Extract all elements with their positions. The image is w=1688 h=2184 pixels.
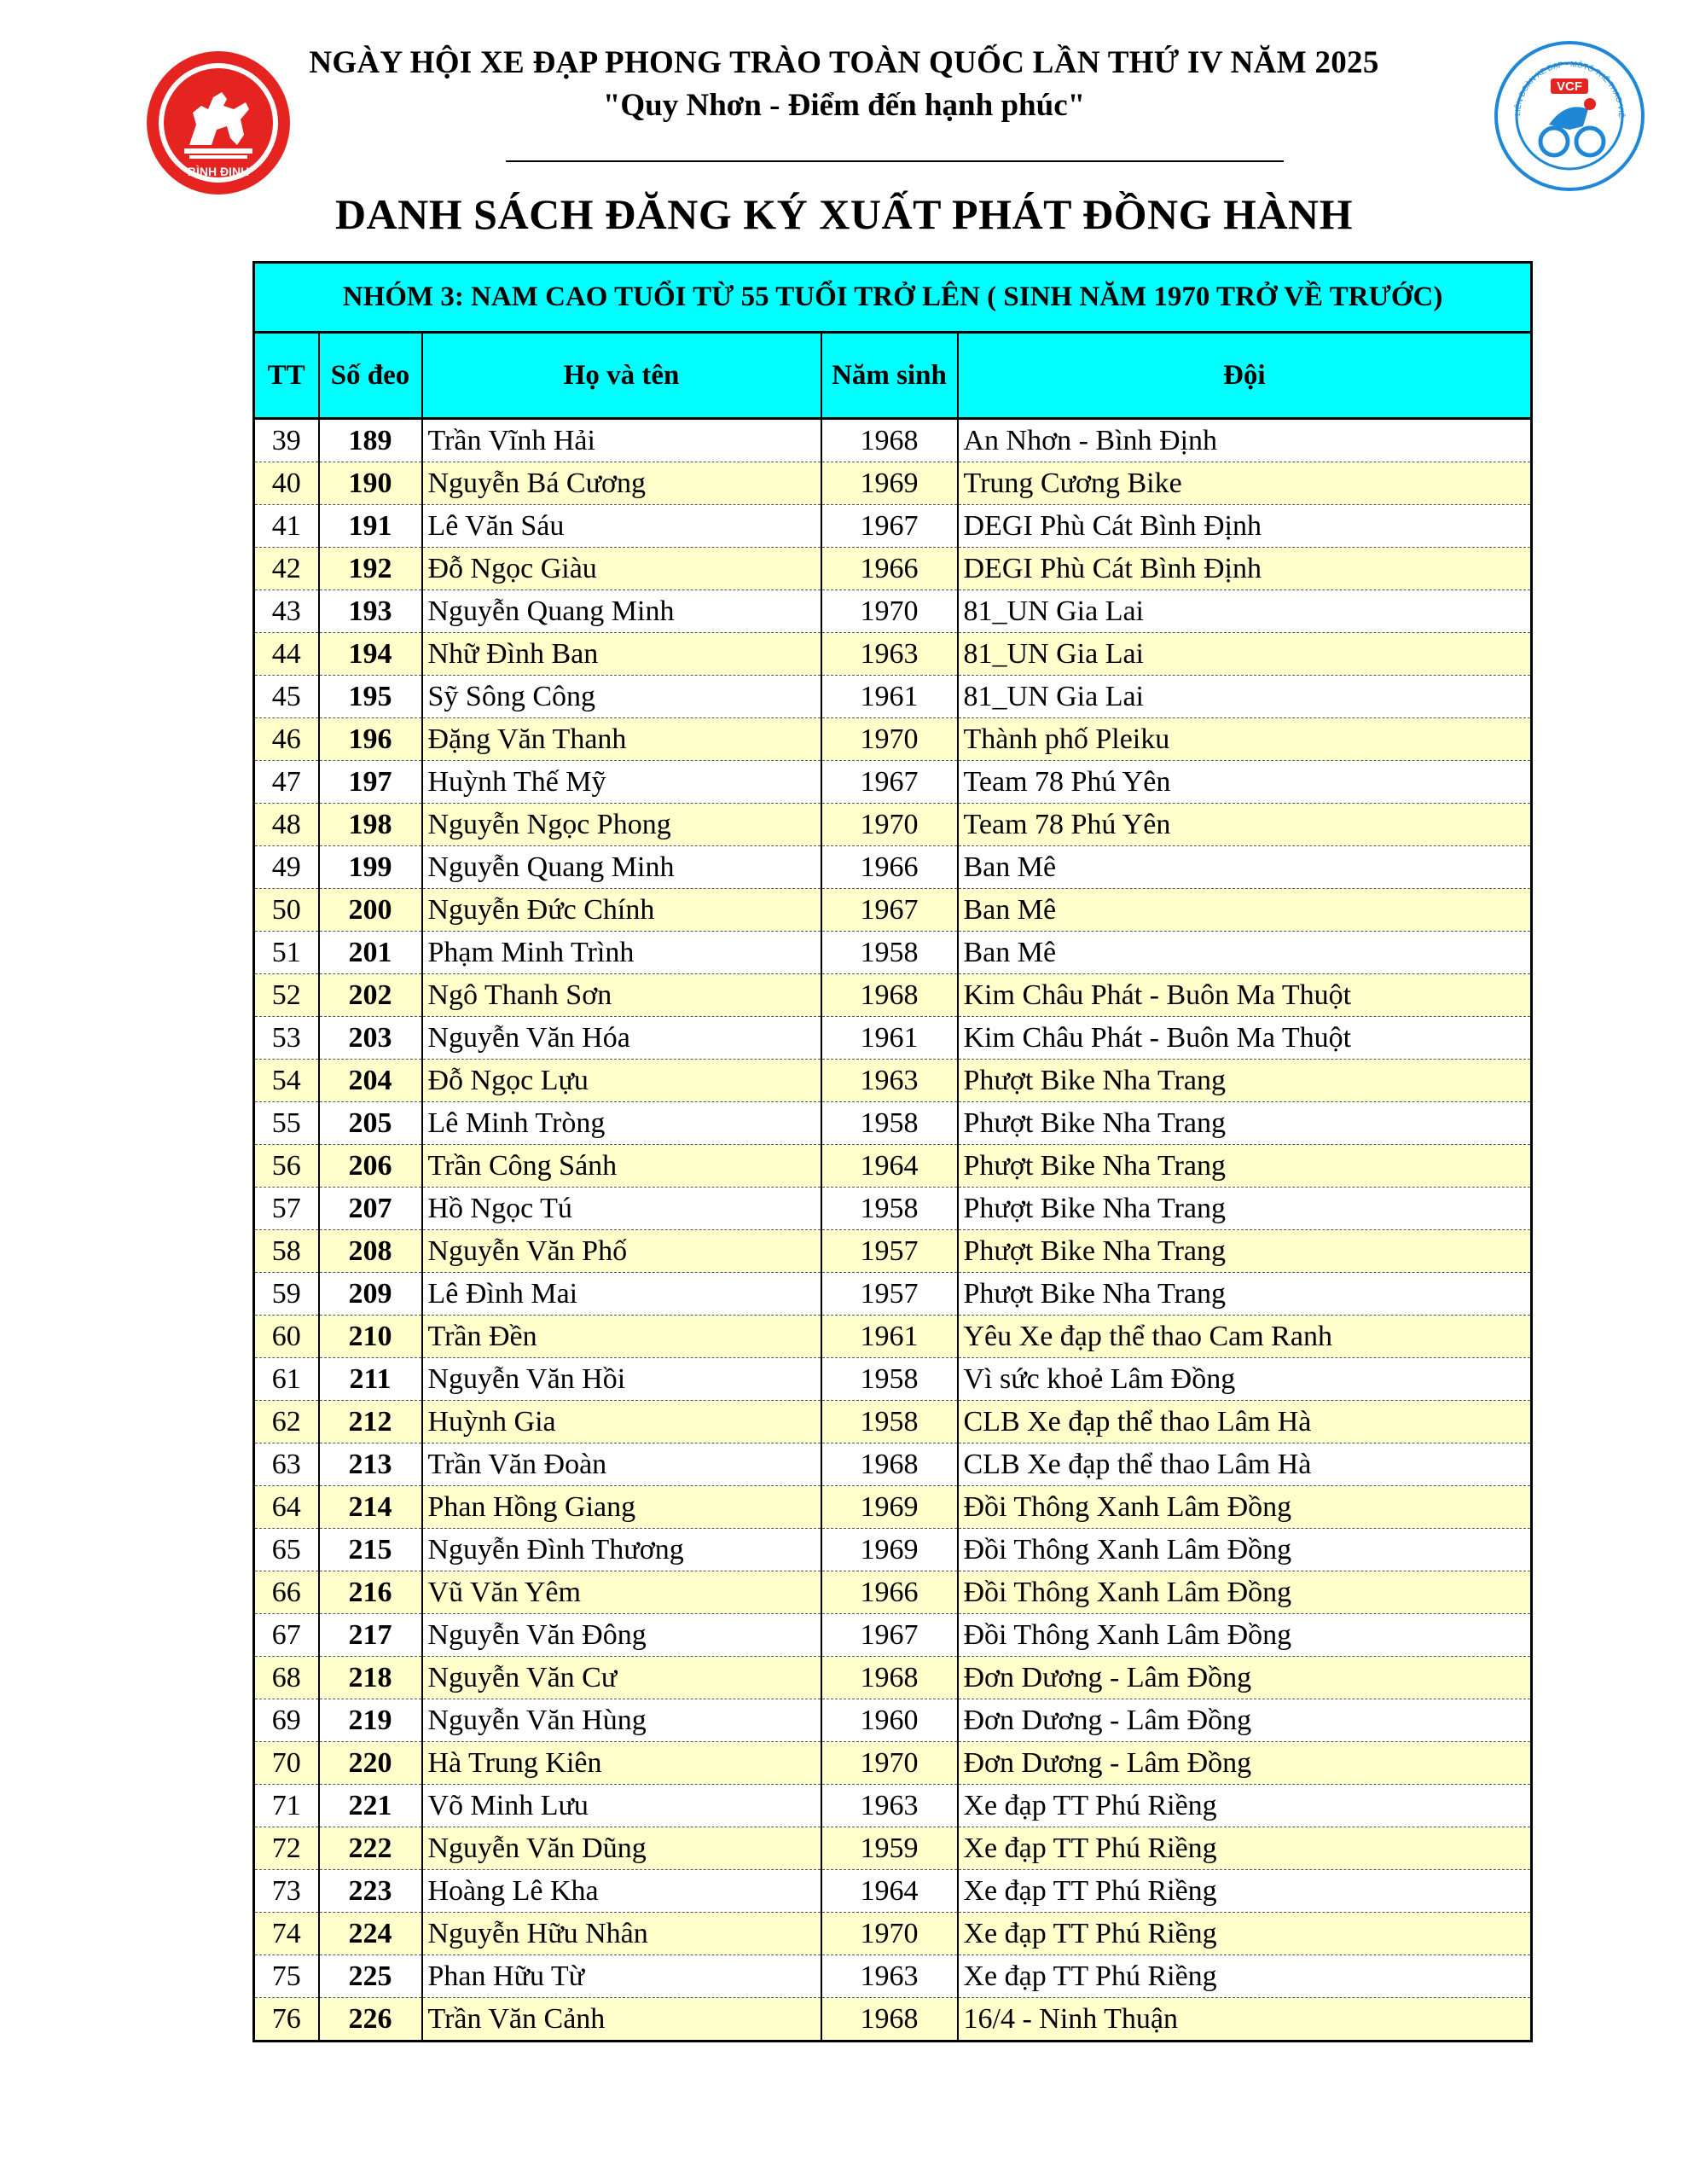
row-index: 52 bbox=[254, 974, 319, 1017]
table-row bbox=[254, 761, 1532, 804]
bib-number: 205 bbox=[319, 1102, 422, 1145]
table-row bbox=[254, 1699, 1532, 1742]
table-row bbox=[254, 1358, 1532, 1401]
birth-year: 1967 bbox=[821, 761, 958, 804]
birth-year: 1967 bbox=[821, 1614, 958, 1657]
team-name: Đơn Dương - Lâm Đồng bbox=[958, 1742, 1532, 1785]
table-row bbox=[254, 1401, 1532, 1443]
athlete-name: Trần Công Sánh bbox=[422, 1145, 821, 1188]
birth-year: 1963 bbox=[821, 1060, 958, 1102]
birth-year: 1961 bbox=[821, 676, 958, 718]
team-name: DEGI Phù Cát Bình Định bbox=[958, 505, 1532, 548]
bib-number: 191 bbox=[319, 505, 422, 548]
bib-number: 193 bbox=[319, 590, 422, 633]
birth-year: 1958 bbox=[821, 1401, 958, 1443]
bib-number: 222 bbox=[319, 1827, 422, 1870]
athlete-name: Huỳnh Thế Mỹ bbox=[422, 761, 821, 804]
row-index: 53 bbox=[254, 1017, 319, 1060]
table-row bbox=[254, 1870, 1532, 1913]
table-row bbox=[254, 1102, 1532, 1145]
table-row bbox=[254, 1955, 1532, 1998]
team-name: 81_UN Gia Lai bbox=[958, 676, 1532, 718]
table-row bbox=[254, 1273, 1532, 1316]
row-index: 67 bbox=[254, 1614, 319, 1657]
athlete-name: Trần Đền bbox=[422, 1316, 821, 1358]
group-title: NHÓM 3: NAM CAO TUỔI TỪ 55 TUỔI TRỞ LÊN ( SINH NĂM 1970 TRỞ VỀ TRƯỚC) bbox=[254, 263, 1532, 333]
team-name: Phượt Bike Nha Trang bbox=[958, 1230, 1532, 1273]
athlete-name: Hà Trung Kiên bbox=[422, 1742, 821, 1785]
table-row bbox=[254, 1785, 1532, 1827]
birth-year: 1960 bbox=[821, 1699, 958, 1742]
team-name: Đồi Thông Xanh Lâm Đồng bbox=[958, 1614, 1532, 1657]
team-name: Ban Mê bbox=[958, 889, 1532, 932]
team-name: 81_UN Gia Lai bbox=[958, 633, 1532, 676]
row-index: 50 bbox=[254, 889, 319, 932]
table-row bbox=[254, 1742, 1532, 1785]
team-name: Phượt Bike Nha Trang bbox=[958, 1102, 1532, 1145]
row-index: 48 bbox=[254, 804, 319, 846]
bib-number: 226 bbox=[319, 1998, 422, 2042]
birth-year: 1966 bbox=[821, 548, 958, 590]
row-index: 75 bbox=[254, 1955, 319, 1998]
birth-year: 1969 bbox=[821, 1486, 958, 1529]
table-row bbox=[254, 1614, 1532, 1657]
team-name: Phượt Bike Nha Trang bbox=[958, 1273, 1532, 1316]
vcf-ring-text: LIÊN ĐOÀN XE ĐẠP - MÔTÔ THỂ THAO VIỆ bbox=[1512, 59, 1627, 119]
binh-dinh-logo-text: BÌNH ĐỊNH bbox=[187, 165, 250, 178]
bib-number: 219 bbox=[319, 1699, 422, 1742]
athlete-name: Nguyễn Văn Cư bbox=[422, 1657, 821, 1699]
col-header-birth-year: Năm sinh bbox=[821, 333, 958, 419]
row-index: 71 bbox=[254, 1785, 319, 1827]
athlete-name: Nguyễn Quang Minh bbox=[422, 846, 821, 889]
team-name: Xe đạp TT Phú Riềng bbox=[958, 1913, 1532, 1955]
table-row bbox=[254, 1443, 1532, 1486]
row-index: 65 bbox=[254, 1529, 319, 1571]
athlete-name: Nguyễn Ngọc Phong bbox=[422, 804, 821, 846]
table-row bbox=[254, 1486, 1532, 1529]
birth-year: 1959 bbox=[821, 1827, 958, 1870]
table-row bbox=[254, 419, 1532, 462]
table-row bbox=[254, 1827, 1532, 1870]
team-name: Đơn Dương - Lâm Đồng bbox=[958, 1657, 1532, 1699]
row-index: 51 bbox=[254, 932, 319, 974]
team-name: Phượt Bike Nha Trang bbox=[958, 1145, 1532, 1188]
team-name: Phượt Bike Nha Trang bbox=[958, 1060, 1532, 1102]
birth-year: 1963 bbox=[821, 1955, 958, 1998]
birth-year: 1961 bbox=[821, 1017, 958, 1060]
athlete-name: Nguyễn Văn Dũng bbox=[422, 1827, 821, 1870]
bib-number: 197 bbox=[319, 761, 422, 804]
team-name: Ban Mê bbox=[958, 846, 1532, 889]
team-name: Đơn Dương - Lâm Đồng bbox=[958, 1699, 1532, 1742]
athlete-name: Sỹ Sông Công bbox=[422, 676, 821, 718]
athlete-name: Huỳnh Gia bbox=[422, 1401, 821, 1443]
row-index: 42 bbox=[254, 548, 319, 590]
athlete-name: Nguyễn Hữu Nhân bbox=[422, 1913, 821, 1955]
athlete-name: Nguyễn Bá Cương bbox=[422, 462, 821, 505]
table-row bbox=[254, 590, 1532, 633]
table-row bbox=[254, 1017, 1532, 1060]
athlete-name: Lê Đình Mai bbox=[422, 1273, 821, 1316]
athlete-name: Nhữ Đình Ban bbox=[422, 633, 821, 676]
bib-number: 208 bbox=[319, 1230, 422, 1273]
athlete-name: Đỗ Ngọc Lựu bbox=[422, 1060, 821, 1102]
team-name: Xe đạp TT Phú Riềng bbox=[958, 1870, 1532, 1913]
bib-number: 206 bbox=[319, 1145, 422, 1188]
col-header-team: Đội bbox=[958, 333, 1532, 419]
row-index: 41 bbox=[254, 505, 319, 548]
athlete-name: Nguyễn Văn Hùng bbox=[422, 1699, 821, 1742]
bib-number: 207 bbox=[319, 1188, 422, 1230]
table-row bbox=[254, 548, 1532, 590]
table-row bbox=[254, 505, 1532, 548]
athlete-name: Đặng Văn Thanh bbox=[422, 718, 821, 761]
birth-year: 1958 bbox=[821, 1188, 958, 1230]
birth-year: 1970 bbox=[821, 718, 958, 761]
birth-year: 1964 bbox=[821, 1870, 958, 1913]
page-title: DANH SÁCH ĐĂNG KÝ XUẤT PHÁT ĐỒNG HÀNH bbox=[334, 190, 1354, 238]
row-index: 57 bbox=[254, 1188, 319, 1230]
row-index: 47 bbox=[254, 761, 319, 804]
header-divider bbox=[506, 160, 1284, 162]
bib-number: 210 bbox=[319, 1316, 422, 1358]
row-index: 69 bbox=[254, 1699, 319, 1742]
team-name: CLB Xe đạp thể thao Lâm Hà bbox=[958, 1401, 1532, 1443]
table-row bbox=[254, 932, 1532, 974]
row-index: 54 bbox=[254, 1060, 319, 1102]
table-row bbox=[254, 462, 1532, 505]
row-index: 72 bbox=[254, 1827, 319, 1870]
birth-year: 1966 bbox=[821, 846, 958, 889]
table-row bbox=[254, 1230, 1532, 1273]
bib-number: 195 bbox=[319, 676, 422, 718]
athlete-name: Ngô Thanh Sơn bbox=[422, 974, 821, 1017]
registration-table bbox=[252, 261, 1533, 2042]
table-row bbox=[254, 676, 1532, 718]
team-name: Đồi Thông Xanh Lâm Đồng bbox=[958, 1529, 1532, 1571]
athlete-name: Lê Văn Sáu bbox=[422, 505, 821, 548]
team-name: Ban Mê bbox=[958, 932, 1532, 974]
row-index: 39 bbox=[254, 419, 319, 462]
bib-number: 212 bbox=[319, 1401, 422, 1443]
event-title: NGÀY HỘI XE ĐẠP PHONG TRÀO TOÀN QUỐC LẦN THỨ IV NĂM 2025 bbox=[309, 45, 1379, 80]
table-row bbox=[254, 846, 1532, 889]
row-index: 64 bbox=[254, 1486, 319, 1529]
row-index: 68 bbox=[254, 1657, 319, 1699]
table-row bbox=[254, 804, 1532, 846]
birth-year: 1967 bbox=[821, 889, 958, 932]
bib-number: 215 bbox=[319, 1529, 422, 1571]
birth-year: 1969 bbox=[821, 1529, 958, 1571]
team-name: Trung Cương Bike bbox=[958, 462, 1532, 505]
row-index: 56 bbox=[254, 1145, 319, 1188]
row-index: 45 bbox=[254, 676, 319, 718]
birth-year: 1963 bbox=[821, 1785, 958, 1827]
athlete-name: Nguyễn Văn Hồi bbox=[422, 1358, 821, 1401]
birth-year: 1966 bbox=[821, 1571, 958, 1614]
row-index: 59 bbox=[254, 1273, 319, 1316]
team-name: Kim Châu Phát - Buôn Ma Thuột bbox=[958, 1017, 1532, 1060]
birth-year: 1970 bbox=[821, 1742, 958, 1785]
bib-number: 223 bbox=[319, 1870, 422, 1913]
athlete-name: Đỗ Ngọc Giàu bbox=[422, 548, 821, 590]
bib-number: 225 bbox=[319, 1955, 422, 1998]
bib-number: 201 bbox=[319, 932, 422, 974]
row-index: 62 bbox=[254, 1401, 319, 1443]
row-index: 73 bbox=[254, 1870, 319, 1913]
athlete-name: Trần Vĩnh Hải bbox=[422, 419, 821, 462]
bib-number: 218 bbox=[319, 1657, 422, 1699]
bib-number: 209 bbox=[319, 1273, 422, 1316]
athlete-name: Nguyễn Đức Chính bbox=[422, 889, 821, 932]
birth-year: 1970 bbox=[821, 1913, 958, 1955]
table-row bbox=[254, 1316, 1532, 1358]
athlete-name: Phan Hữu Từ bbox=[422, 1955, 821, 1998]
birth-year: 1963 bbox=[821, 633, 958, 676]
birth-year: 1961 bbox=[821, 1316, 958, 1358]
row-index: 43 bbox=[254, 590, 319, 633]
row-index: 49 bbox=[254, 846, 319, 889]
bib-number: 202 bbox=[319, 974, 422, 1017]
birth-year: 1958 bbox=[821, 932, 958, 974]
athlete-name: Trần Văn Đoàn bbox=[422, 1443, 821, 1486]
table-row bbox=[254, 1529, 1532, 1571]
team-name: Xe đạp TT Phú Riềng bbox=[958, 1955, 1532, 1998]
birth-year: 1968 bbox=[821, 419, 958, 462]
team-name: Xe đạp TT Phú Riềng bbox=[958, 1785, 1532, 1827]
table-body bbox=[254, 419, 1532, 2042]
table-row bbox=[254, 718, 1532, 761]
table-row bbox=[254, 889, 1532, 932]
row-index: 76 bbox=[254, 1998, 319, 2042]
team-name: An Nhơn - Bình Định bbox=[958, 419, 1532, 462]
athlete-name: Hoàng Lê Kha bbox=[422, 1870, 821, 1913]
bib-number: 224 bbox=[319, 1913, 422, 1955]
birth-year: 1970 bbox=[821, 804, 958, 846]
event-slogan: "Quy Nhơn - Điểm đến hạnh phúc" bbox=[602, 88, 1086, 123]
team-name: Vì sức khoẻ Lâm Đồng bbox=[958, 1358, 1532, 1401]
athlete-name: Nguyễn Văn Phố bbox=[422, 1230, 821, 1273]
bib-number: 221 bbox=[319, 1785, 422, 1827]
athlete-name: Võ Minh Lưu bbox=[422, 1785, 821, 1827]
col-header-name: Họ và tên bbox=[422, 333, 821, 419]
row-index: 60 bbox=[254, 1316, 319, 1358]
team-name: Đồi Thông Xanh Lâm Đồng bbox=[958, 1571, 1532, 1614]
row-index: 46 bbox=[254, 718, 319, 761]
vcf-logo-text: VCF bbox=[1557, 79, 1582, 94]
col-header-tt: TT bbox=[254, 333, 319, 419]
bib-number: 214 bbox=[319, 1486, 422, 1529]
team-name: Xe đạp TT Phú Riềng bbox=[958, 1827, 1532, 1870]
bib-number: 190 bbox=[319, 462, 422, 505]
birth-year: 1967 bbox=[821, 505, 958, 548]
team-name: Kim Châu Phát - Buôn Ma Thuột bbox=[958, 974, 1532, 1017]
birth-year: 1970 bbox=[821, 590, 958, 633]
athlete-name: Phạm Minh Trình bbox=[422, 932, 821, 974]
athlete-name: Vũ Văn Yêm bbox=[422, 1571, 821, 1614]
table-row bbox=[254, 1188, 1532, 1230]
row-index: 58 bbox=[254, 1230, 319, 1273]
athlete-name: Phan Hồng Giang bbox=[422, 1486, 821, 1529]
bib-number: 200 bbox=[319, 889, 422, 932]
table-row bbox=[254, 633, 1532, 676]
team-name: 16/4 - Ninh Thuận bbox=[958, 1998, 1532, 2042]
table-row bbox=[254, 974, 1532, 1017]
team-name: Yêu Xe đạp thể thao Cam Ranh bbox=[958, 1316, 1532, 1358]
bib-number: 211 bbox=[319, 1358, 422, 1401]
bib-number: 189 bbox=[319, 419, 422, 462]
team-name: Đồi Thông Xanh Lâm Đồng bbox=[958, 1486, 1532, 1529]
row-index: 40 bbox=[254, 462, 319, 505]
row-index: 61 bbox=[254, 1358, 319, 1401]
team-name: Team 78 Phú Yên bbox=[958, 761, 1532, 804]
col-header-bib: Số đeo bbox=[319, 333, 422, 419]
bib-number: 204 bbox=[319, 1060, 422, 1102]
table-row bbox=[254, 1657, 1532, 1699]
bib-number: 203 bbox=[319, 1017, 422, 1060]
row-index: 74 bbox=[254, 1913, 319, 1955]
team-name: DEGI Phù Cát Bình Định bbox=[958, 548, 1532, 590]
row-index: 44 bbox=[254, 633, 319, 676]
table-row bbox=[254, 1060, 1532, 1102]
bib-number: 199 bbox=[319, 846, 422, 889]
table-row bbox=[254, 1998, 1532, 2042]
athlete-name: Nguyễn Quang Minh bbox=[422, 590, 821, 633]
row-index: 70 bbox=[254, 1742, 319, 1785]
bib-number: 196 bbox=[319, 718, 422, 761]
birth-year: 1968 bbox=[821, 1998, 958, 2042]
birth-year: 1958 bbox=[821, 1102, 958, 1145]
birth-year: 1958 bbox=[821, 1358, 958, 1401]
bib-number: 192 bbox=[319, 548, 422, 590]
table-row bbox=[254, 1571, 1532, 1614]
team-name: Phượt Bike Nha Trang bbox=[958, 1188, 1532, 1230]
athlete-name: Lê Minh Tròng bbox=[422, 1102, 821, 1145]
table-row bbox=[254, 1145, 1532, 1188]
birth-year: 1969 bbox=[821, 462, 958, 505]
birth-year: 1957 bbox=[821, 1230, 958, 1273]
bib-number: 216 bbox=[319, 1571, 422, 1614]
birth-year: 1968 bbox=[821, 1443, 958, 1486]
athlete-name: Trần Văn Cảnh bbox=[422, 1998, 821, 2042]
row-index: 63 bbox=[254, 1443, 319, 1486]
row-index: 55 bbox=[254, 1102, 319, 1145]
athlete-name: Nguyễn Đình Thương bbox=[422, 1529, 821, 1571]
bib-number: 217 bbox=[319, 1614, 422, 1657]
bib-number: 198 bbox=[319, 804, 422, 846]
bib-number: 213 bbox=[319, 1443, 422, 1486]
team-name: CLB Xe đạp thể thao Lâm Hà bbox=[958, 1443, 1532, 1486]
birth-year: 1957 bbox=[821, 1273, 958, 1316]
team-name: Team 78 Phú Yên bbox=[958, 804, 1532, 846]
team-name: Thành phố Pleiku bbox=[958, 718, 1532, 761]
athlete-name: Nguyễn Văn Đông bbox=[422, 1614, 821, 1657]
birth-year: 1968 bbox=[821, 1657, 958, 1699]
bib-number: 194 bbox=[319, 633, 422, 676]
team-name: 81_UN Gia Lai bbox=[958, 590, 1532, 633]
birth-year: 1964 bbox=[821, 1145, 958, 1188]
athlete-name: Hồ Ngọc Tú bbox=[422, 1188, 821, 1230]
row-index: 66 bbox=[254, 1571, 319, 1614]
athlete-name: Nguyễn Văn Hóa bbox=[422, 1017, 821, 1060]
bib-number: 220 bbox=[319, 1742, 422, 1785]
birth-year: 1968 bbox=[821, 974, 958, 1017]
table-row bbox=[254, 1913, 1532, 1955]
